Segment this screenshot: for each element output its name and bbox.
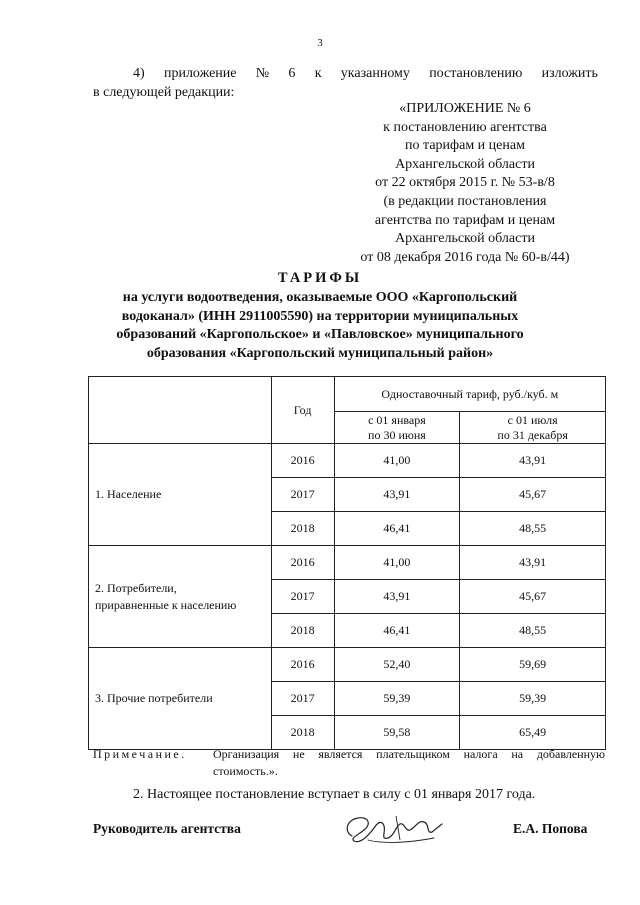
year-cell: 2016: [271, 546, 334, 580]
p4-word: 4): [133, 66, 145, 81]
note-label: Примечание.: [93, 747, 187, 761]
appendix-line: «ПРИЛОЖЕНИЕ № 6: [399, 101, 531, 116]
note-text: Организация не является плательщиком налога на добавленную стоимость.».: [213, 747, 605, 778]
category-cell: [89, 546, 272, 648]
value-cell: 43,91: [460, 444, 606, 478]
value-cell: 46,41: [334, 512, 460, 546]
appendix-line: к постановлению агентства: [383, 119, 547, 135]
appendix-line: Архангельской области: [395, 156, 535, 172]
subtitle-line: на услуги водоотведения, оказываемые ООО «Каргопольский: [122, 290, 518, 305]
year-cell: 2017: [271, 478, 334, 512]
paragraph-4: [93, 64, 598, 102]
value-cell: 43,91: [460, 546, 606, 580]
category-cell: [89, 444, 272, 546]
value-cell: 59,39: [334, 682, 460, 716]
category-label: 3. Прочие потребители: [95, 691, 213, 705]
value-cell: 43,91: [334, 478, 460, 512]
category-label: приравненные к населению: [95, 597, 237, 612]
year-cell: 2018: [271, 716, 334, 750]
period-line: с 01 января: [368, 412, 426, 427]
subtitle-line: водоканал» (ИНН 2911005590) на территории муниципальных: [121, 308, 519, 324]
header-period-2: [460, 412, 606, 444]
value-cell: 43,91: [334, 580, 460, 614]
value-cell: 45,67: [460, 478, 606, 512]
paragraph-4-line-1: [93, 64, 598, 83]
category-cell: [89, 648, 272, 750]
appendix-line: (в редакции постановления: [383, 193, 547, 209]
document-title: ТАРИФЫ: [277, 270, 363, 286]
value-cell: 59,69: [460, 648, 606, 682]
paragraph-4-line-2: в следующей редакции:: [93, 85, 235, 100]
year-cell: 2017: [271, 580, 334, 614]
period-line: по 30 июня: [368, 427, 426, 442]
year-cell: 2018: [271, 614, 334, 648]
value-cell: 41,00: [334, 444, 460, 478]
category-label: 1. Население: [95, 487, 162, 501]
appendix-line: агентства по тарифам и ценам: [374, 212, 556, 228]
p4-word: указанному: [340, 66, 410, 81]
value-cell: 46,41: [334, 614, 460, 648]
p4-word: приложение: [163, 66, 237, 81]
table-header-row: [89, 377, 606, 412]
header-empty-cell: [89, 377, 272, 444]
table-row: [89, 444, 606, 478]
value-cell: 65,49: [460, 716, 606, 750]
year-cell: 2016: [271, 648, 334, 682]
table-row: [89, 546, 606, 580]
value-cell: 52,40: [334, 648, 460, 682]
document-subtitle: [0, 289, 640, 363]
header-year: Год: [271, 377, 334, 444]
p4-word: постановлению: [429, 66, 523, 81]
appendix-line: от 08 декабря 2016 года № 60-в/44): [360, 249, 570, 265]
value-cell: 48,55: [460, 614, 606, 648]
year-cell: 2017: [271, 682, 334, 716]
p4-word: №: [255, 66, 270, 81]
subtitle-line: образований «Каргопольское» и «Павловское» муниципального: [116, 327, 524, 342]
appendix-line: от 22 октября 2015 г. № 53-в/8: [375, 175, 555, 191]
p4-word: к: [314, 66, 322, 81]
subtitle-line: образования «Каргопольский муниципальный район»: [146, 345, 494, 361]
paragraph-2: 2. Настоящее постановление вступает в силу с 01 января 2017 года.: [133, 787, 536, 802]
value-cell: 45,67: [460, 580, 606, 614]
signatory-title: Руководитель агентства: [93, 821, 241, 836]
tariff-table: [88, 376, 606, 750]
signature-image: [338, 810, 448, 850]
year-cell: 2016: [271, 444, 334, 478]
period-line: по 31 декабря: [497, 427, 568, 442]
header-tariff: Одноставочный тариф, руб./куб. м: [334, 377, 605, 412]
appendix-line: по тарифам и ценам: [405, 138, 525, 154]
value-cell: 59,39: [460, 682, 606, 716]
table-row: [89, 648, 606, 682]
p4-word: изложить: [541, 66, 598, 81]
signatory-name: Е.А. Попова: [513, 821, 588, 836]
p4-word: 6: [288, 66, 296, 81]
header-period-1: [334, 412, 460, 444]
category-label: 2. Потребители,: [95, 580, 177, 595]
value-cell: 59,58: [334, 716, 460, 750]
year-cell: 2018: [271, 512, 334, 546]
appendix-header: [340, 100, 590, 267]
value-cell: 48,55: [460, 512, 606, 546]
value-cell: 41,00: [334, 546, 460, 580]
page-number: 3: [317, 37, 323, 49]
period-line: с 01 июля: [507, 412, 558, 427]
appendix-line: Архангельской области: [395, 231, 535, 247]
